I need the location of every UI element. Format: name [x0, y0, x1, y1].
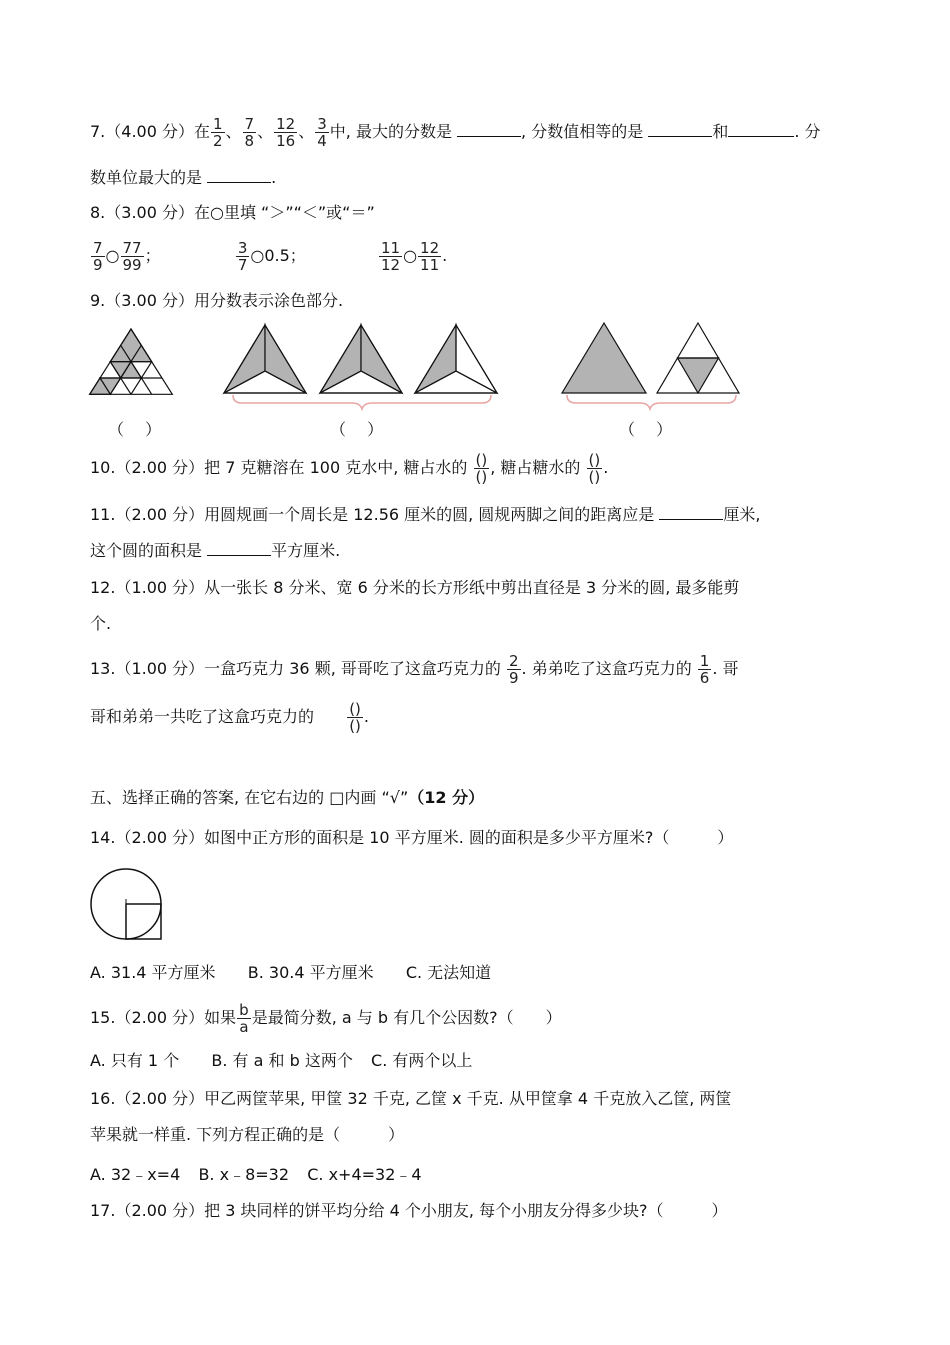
question-15: 15.（2.00 分）如果 $\frac{b}{a}$ 是最简分数, a 与 b 有几个公因数?（ ）: [90, 1001, 562, 1036]
fraction: $\frac{3}{7}$: [237, 239, 248, 274]
question-8-items: $\frac{7}{9}$ ○ $\frac{77}{99}$ ； $\frac{3}{7}$ ○0.5； $\frac{11}{12}$ ○ $\frac{12}{11}$ .: [93, 239, 448, 274]
group-brace: [567, 395, 736, 409]
question-13-line2: 哥和弟弟一共吃了这盒巧克力的 $\frac{()}{()}$ .: [90, 700, 370, 735]
question-15-options: [90, 1049, 472, 1073]
answer-bracket[interactable]: （ ）: [108, 420, 162, 439]
option-c[interactable]: C. 无法知道: [405, 963, 492, 982]
option-c[interactable]: C. x+4=32﹣4: [307, 1165, 422, 1184]
fraction: $\frac{3}{4}$: [317, 115, 327, 150]
circle-square-figure: [88, 866, 168, 946]
option-a[interactable]: A. 32﹣x=4: [90, 1165, 181, 1184]
fraction: $\frac{2}{9}$: [508, 652, 519, 687]
question-16-options: [90, 1163, 422, 1187]
q7-prefix: 7.（4.00 分）在: [90, 122, 210, 141]
question-12-line2: 个.: [90, 614, 112, 633]
answer-fraction[interactable]: $\frac{()}{()}$: [588, 451, 601, 486]
answer-blank[interactable]: [207, 537, 271, 556]
centroid-triangle-figure: [224, 325, 306, 393]
section-5-title: 五、选择正确的答案, 在它右边的 □内画 “√”（12 分）: [90, 788, 485, 807]
question-13: 13.（1.00 分）一盒巧克力 36 颗, 哥哥吃了这盒巧克力的 $\frac{2}{9}$ . 弟弟吃了这盒巧克力的 $\frac{1}{6}$ . 哥: [90, 652, 739, 687]
question-17: 17.（2.00 分）把 3 块同样的饼平均分给 4 个小朋友, 每个小朋友分得多少块?（ ）: [90, 1201, 728, 1220]
fraction: $\frac{12}{16}$: [276, 115, 296, 150]
fraction: $\frac{12}{11}$: [420, 239, 440, 274]
midpoint-triangle-figure: [657, 323, 739, 393]
fraction: $\frac{1}{6}$: [699, 652, 710, 687]
centroid-triangle-figure: [415, 325, 497, 393]
fraction: $\frac{b}{a}$: [239, 1001, 249, 1036]
answer-bracket[interactable]: （ ）: [619, 420, 673, 439]
question-9: 9.（3.00 分）用分数表示涂色部分.: [90, 291, 344, 310]
answer-bracket[interactable]: （ ）: [330, 420, 384, 439]
option-b[interactable]: B. x﹣8=32: [198, 1165, 290, 1184]
question-14: 14.（2.00 分）如图中正方形的面积是 10 平方厘米. 圆的面积是多少平方厘米?（ ）: [90, 828, 734, 847]
compare-circle[interactable]: ○: [403, 246, 418, 265]
answer-blank[interactable]: [207, 164, 271, 183]
fraction: $\frac{77}{99}$: [122, 239, 142, 274]
compare-circle[interactable]: ○: [105, 246, 120, 265]
question-12: 12.（1.00 分）从一张长 8 分米、宽 6 分米的长方形纸中剪出直径是 3 分米的圆, 最多能剪: [90, 578, 740, 597]
question-16-line2: 苹果就一样重. 下列方程正确的是（ ）: [90, 1125, 405, 1144]
answer-blank[interactable]: [457, 118, 521, 137]
option-a[interactable]: A. 只有 1 个: [90, 1051, 180, 1070]
centroid-triangle-figure: [320, 325, 402, 393]
question-11-line2: 这个圆的面积是 平方厘米.: [90, 537, 340, 563]
fraction: $\frac{1}{2}$: [212, 115, 223, 150]
answer-blank[interactable]: [728, 118, 794, 137]
shaded-triangle-figure: [562, 323, 646, 393]
option-a[interactable]: A. 31.4 平方厘米: [90, 963, 216, 982]
question-8: 8.（3.00 分）在○里填 “＞”“＜”或“＝”: [90, 203, 375, 222]
fraction: $\frac{7}{9}$: [93, 239, 103, 274]
compare-circle[interactable]: ○: [250, 246, 265, 265]
triangle-grid-figure: [90, 329, 173, 394]
question-16: 16.（2.00 分）甲乙两筐苹果, 甲筐 32 千克, 乙筐 x 千克. 从甲筐拿 4 千克放入乙筐, 两筐: [90, 1089, 732, 1108]
question-7-line2: 数单位最大的是 .: [90, 164, 276, 190]
answer-fraction[interactable]: $\frac{()}{()}$: [475, 451, 488, 486]
question-10: 10.（2.00 分）把 7 克糖溶在 100 克水中, 糖占水的 $\frac{()}{()}$ , 糖占糖水的 $\frac{()}{()}$ .: [90, 451, 609, 486]
group-brace: [233, 395, 491, 409]
question-11: 11.（2.00 分）用圆规画一个周长是 12.56 厘米的圆, 圆规两脚之间的距离应是 厘米,: [90, 501, 761, 527]
answer-fraction[interactable]: $\frac{()}{()}$: [349, 700, 361, 735]
fraction: $\frac{11}{12}$: [380, 239, 401, 274]
answer-blank[interactable]: [659, 501, 723, 520]
option-b[interactable]: B. 30.4 平方厘米: [247, 963, 374, 982]
question-7: 7.（4.00 分）在 $\frac{1}{2}$ 、 $\frac{7}{8}$ 、 $\frac{12}{16}$ 、 $\frac{3}{4}$ 中, 最大的分数是 , 分数值相等的是 和 . 分: [90, 115, 821, 150]
question-14-options: [90, 961, 491, 985]
fraction: $\frac{7}{8}$: [244, 115, 255, 150]
option-b[interactable]: B. 有 a 和 b 这两个: [211, 1051, 353, 1070]
q9-figures: [0, 315, 950, 415]
answer-blank[interactable]: [648, 118, 712, 137]
option-c[interactable]: C. 有两个以上: [371, 1051, 473, 1070]
